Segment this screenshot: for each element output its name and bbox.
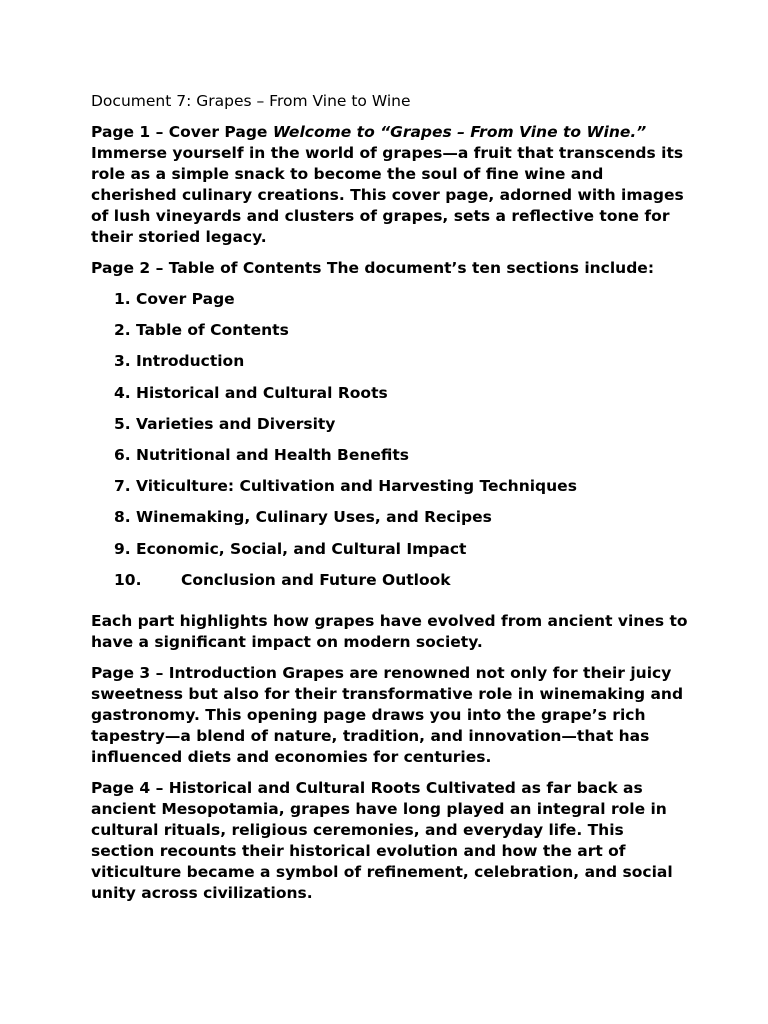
toc-item-number: 6. — [114, 445, 131, 464]
toc-item-label: Winemaking, Culinary Uses, and Recipes — [136, 508, 492, 527]
toc-item — [91, 507, 691, 538]
page1-body: Immerse yourself in the world of grapes—a fruit that transcends its role as a simple snack to become the soul of fine wine and cherished culinary creations. This cover page, adorned with images of lush vineyards and clusters of grapes, sets a reflective tone for their storied legacy. — [91, 144, 684, 246]
toc-item-label: Viticulture: Cultivation and Harvesting Techniques — [136, 477, 577, 496]
toc-item — [91, 320, 691, 351]
toc-item-label: Introduction — [136, 352, 245, 371]
toc-item — [91, 445, 691, 476]
toc-item-label: Varieties and Diversity — [136, 414, 336, 433]
page4-historical-roots-paragraph: Page 4 – Historical and Cultural Roots Cultivated as far back as ancient Mesopotamia, grapes have long played an integral role in cultural rituals, religious ceremonies, and everyday life. This section recounts their historical evolution and how the art of viticulture became a symbol of refinement, celebration, and social unity across civilizations. — [91, 778, 673, 902]
toc-item-number: 9. — [114, 539, 131, 558]
toc-item-number: 8. — [114, 508, 131, 527]
toc-item — [91, 476, 691, 507]
document-title: Document 7: Grapes – From Vine to Wine — [91, 92, 411, 110]
toc-item-number: 7. — [114, 477, 131, 496]
page1-cover-paragraph — [91, 122, 691, 248]
toc-item — [91, 570, 691, 601]
toc-item — [91, 383, 691, 414]
toc-item-label: Cover Page — [136, 290, 235, 308]
toc-item-number: 10. — [114, 570, 142, 589]
toc-item-label: Nutritional and Health Benefits — [136, 445, 410, 464]
toc-item — [91, 351, 691, 382]
page3-introduction-paragraph: Page 3 – Introduction Grapes are renowned not only for their juicy sweetness but also for their transformative role in winemaking and gastronomy. This opening page draws you into the grape’s rich tapestry—a blend of nature, tradition, and innovation—that has influenced diets and economies for centuries. — [91, 663, 684, 766]
page1-welcome-italic: Welcome to “Grapes – From Vine to Wine.” — [272, 123, 647, 141]
toc-item-number: 3. — [114, 352, 131, 371]
page2-toc-intro: Page 2 – Table of Contents The document’s ten sections include: — [91, 259, 655, 277]
page1-lead: Page 1 – Cover Page — [91, 123, 273, 141]
toc-item-label: Economic, Social, and Cultural Impact — [136, 539, 467, 558]
toc-item — [91, 289, 691, 320]
document-page — [91, 91, 691, 914]
toc-item — [91, 539, 691, 570]
toc-item-label: Table of Contents — [136, 321, 289, 340]
toc-item-label: Historical and Cultural Roots — [136, 383, 388, 402]
toc-item — [91, 414, 691, 445]
toc-item-label: Conclusion and Future Outlook — [181, 570, 451, 589]
table-of-contents-list — [91, 289, 691, 601]
page2-summary: Each part highlights how grapes have evolved from ancient vines to have a significant impact on modern society. — [91, 611, 688, 651]
toc-item-number: 5. — [114, 414, 131, 433]
toc-item-number: 2. — [114, 321, 131, 340]
toc-item-number: 4. — [114, 383, 131, 402]
toc-item-number: 1. — [114, 290, 131, 308]
